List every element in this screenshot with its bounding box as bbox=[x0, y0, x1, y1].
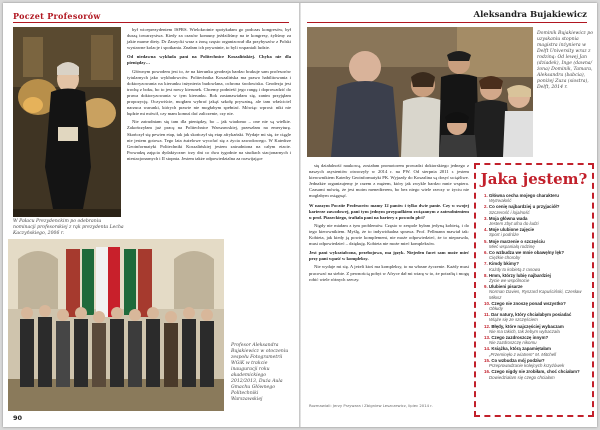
question-text: Czego nigdy nie zrobiłam, choć chciałam? bbox=[491, 369, 580, 375]
answer-text: Obłudy bbox=[489, 306, 503, 312]
photo-family-delft bbox=[307, 27, 533, 157]
answer-text: Dowiedziałam się czego chciałam bbox=[489, 374, 555, 380]
question-text: Moja główna wada bbox=[488, 215, 528, 221]
question-text: Ulubieni pisarze bbox=[488, 284, 523, 290]
caption-inauguration-group: Profesor Aleksandra Bujakiewicz w otoczeniu zespołu Fotogrametrii WGiK w trakcie inauguracji roku akademickiego 2012/2013, Duża Aula Gmachu Głównego Politechniki Warszawskiej bbox=[231, 343, 289, 402]
questionnaire-item bbox=[484, 335, 590, 345]
left-text-column bbox=[127, 27, 291, 164]
interview-credit: Rozmawiali: Jerzy Przywara i Zbigniew Leszczewicz, lipiec 2014 r. bbox=[309, 403, 433, 408]
question-text: Moje marzenie o szczęściu bbox=[488, 238, 545, 244]
section-title: Poczet Profesorów bbox=[13, 11, 101, 21]
answer-text: Szczerość i lojalność bbox=[489, 209, 530, 215]
question-number: 3. bbox=[484, 215, 488, 221]
caption-presidential-palace: W Pałacu Prezydenckim po odebraniu nominacji profesorskiej z rąk prezydenta Lecha Kaczyńskiego, 2006 r. bbox=[13, 219, 124, 236]
left-page bbox=[3, 3, 299, 427]
question-number: 4. bbox=[484, 227, 488, 233]
interview-question: Jest pani wykształcona, przebojowa, ma język. Niejeden facet sam może mieć przy pani wpaść w kompleksy. bbox=[309, 250, 469, 262]
paragraph: Nigdy nie miałam z tym problemów. Często w zespole byłam jedyną kobietą, i do tego kierownikiem. Myślę, że to indywidualna sprawa. Prof. Fellmann mawiał tak: Kobieta, jak kiedy ją powie komplement, nie może odpowiedzieć, że to nieprawda, musi odpowiedzieć – dziękuję. Kobieta nie może mieć kompleksów. bbox=[309, 222, 469, 247]
questionnaire-title: Jaka jestem? bbox=[480, 170, 588, 188]
question-number: 11. bbox=[484, 312, 490, 318]
answer-text: Nie ma takich, tak żebym wybaczała bbox=[489, 328, 560, 334]
question-text: Książka, którą zapamiętałam bbox=[491, 346, 551, 352]
question-text: Co wzbudza we mnie obawę/ny lęk? bbox=[488, 250, 565, 256]
section-divider bbox=[13, 22, 289, 23]
questionnaire-item bbox=[484, 204, 590, 214]
photo-inauguration-group-image bbox=[8, 239, 224, 411]
question-number: 2. bbox=[484, 204, 488, 210]
magazine-spread bbox=[3, 3, 597, 427]
question-number: 15. bbox=[484, 357, 491, 363]
question-text: Dar natury, który chciałabym posiadać bbox=[491, 312, 572, 318]
questionnaire-item bbox=[484, 324, 590, 334]
question-number: 10. bbox=[484, 300, 491, 306]
caption-family-delft: Dominik Bujakiewicz po uzyskaniu stopnia magistra inżyniera w Delft University wraz z rodziną: Od lewej Jan (dziadek), Inge (dawna/żona) Dominik, Tamara, Aleksandra (babcia), poniżej Zuza (siostra), Delft, 2014 r. bbox=[537, 31, 593, 90]
question-text: Co cenię najbardziej u przyjaciół? bbox=[488, 204, 560, 210]
answer-text: Sport i podróże bbox=[489, 232, 519, 238]
answer-text: Jestem zbyt ufna do ludzi bbox=[489, 221, 539, 227]
paragraph: się działalność naukową, zostałam promotorem prowadzi doktorskiego jednego z naszych asystentów otworzyły w 2014 r. na PW. Od sierpnia 2011 r. jestem kierownikiem Katedry Geoinformatyki PK. Wyjazdy do Koszalina są dosyć uciążliwe. Jednakże organizujemy je razem z mężem, który jak zwykle bardzo mnie wspiera. Czasami mówię, że jest moim menedżerem, bo bez niego wiele rzeczy w życiu nie mogłabym osiągnąć. bbox=[309, 163, 469, 199]
paragraph: Głównym powodem jest to, że na kierunku geodezja bardzo brakuje sam profesorów tytularnych jako wykładowców. Politechnika Koszalińska ma prawo habilitowania i doktoryzowania na kierunku inżynieria budowlana, ochrona środowiska. Geodezja jest trochę z boku, bo to jest nowy kierunek. Chcemy podnieść jego rangę i doprowadzić do prawa doktoryzowania w tym kierunku. Rok zastanawiałam się, zanim przyjęłam propozycję. Oczywiście, mogłam wybrać jakąś szkołę prywatną, ale tam właściciel narzuca warunki, których prawie nie mogłabym spełniać. Mówiąc wprost: nikt nie będzie mi mówił, czy mam komuś dać zaliczenie, czy nie. bbox=[127, 68, 291, 117]
page-number: 90 bbox=[13, 414, 23, 422]
question-number: 1. bbox=[484, 193, 488, 198]
questionnaire-item bbox=[484, 301, 590, 311]
question-number: 8. bbox=[484, 272, 488, 278]
right-text-column bbox=[309, 163, 469, 285]
questionnaire-item bbox=[484, 358, 590, 368]
interview-question: W naszym Pocztie Profesorów mamy 12 panów i tylko dwie panie. Czy w swojej karierze zawodowej, pani tym jednym przypadkiem związanym z zatrudnieniem u prof. Piaseckiego, trafiała pani na bariery z powodu płci? bbox=[309, 202, 469, 220]
answer-text: Ciężkie choroby bbox=[489, 255, 521, 261]
question-number: 9. bbox=[484, 284, 488, 290]
answer-text: Każdy to kobietą z rasowa bbox=[489, 266, 541, 272]
author-name: Aleksandra Bujakiewicz bbox=[473, 10, 587, 20]
question-text: Główna cecha mojego charakteru bbox=[488, 193, 559, 198]
answer-text: Mieć wspaniałą rodzinę bbox=[489, 243, 535, 249]
question-number: 13. bbox=[484, 335, 491, 341]
questionnaire-item bbox=[484, 346, 590, 356]
header-divider bbox=[307, 22, 587, 23]
questionnaire-box bbox=[474, 163, 594, 417]
answer-text: Wytrwałość bbox=[489, 198, 512, 204]
question-number: 7. bbox=[484, 261, 488, 267]
questionnaire-item bbox=[484, 250, 590, 260]
answer-text: Nie zazdroszczę nikomu bbox=[489, 340, 537, 346]
question-text: Czego nie znoszę ponad wszystko? bbox=[491, 300, 566, 306]
questionnaire-list bbox=[484, 193, 590, 381]
questionnaire-item bbox=[484, 369, 590, 379]
paragraph: był wiceprezydentem ISPRS. Wielokrotnie spotykałam go podczas kongresów, był duszą towarzystwa. Kiedy za czasów komuny jeździliśmy na te kongresy, żyliśmy za jakie marne diety. Dr Zarzycki wraz z żoną często organizował dla przybyszów z Polski wystawne kolacje i spotkania. Znałam ich prywatnie, to byli wspaniali ludzie. bbox=[127, 27, 291, 51]
photo-inauguration-group bbox=[8, 239, 224, 411]
right-page bbox=[301, 3, 597, 427]
photo-presidential-palace bbox=[13, 27, 121, 217]
interview-question: Od niedawna wykłada pani na Politechnice Koszalińskiej. Chyba nie dla pieniędzy… bbox=[127, 54, 291, 66]
answer-text: „Przeminęło z wiatrem” M. Mitchell bbox=[489, 351, 557, 357]
answer-text: Przeprowadzanie kolejnych krzyżówek bbox=[489, 363, 565, 369]
question-number: 6. bbox=[484, 250, 488, 256]
questionnaire-item bbox=[484, 284, 590, 300]
photo-family-delft-image bbox=[307, 27, 533, 157]
question-text: Kimdy bkimy? bbox=[488, 261, 519, 267]
questionnaire-item bbox=[484, 261, 590, 271]
answer-text: Życie we wspólnocie bbox=[489, 278, 530, 284]
paragraph: Nie zatrudniam się tam dla pieniędzy, bo – jak wiadomo – one nie są wielkie. Zakończyłam już pracę na Politechnice Warszawskiej, przeszłam na emeryturę. Skończył się pewien etap, tak jak skończył się etap afrykański. Wydaje mi się, że ciągle nie jestem gotowa. Tego lata żużelowe wycofać się z życia zawodowego. W Katedrze Geoinformatyki Politechniki Koszalińskiej jestem zatrudniona na całym etacie. Prowadzę zajęcia dydaktyczne: trzy dni co dwa tygodnie na studiach stacjonarnych i niestacjonarnych i II stopnia. Jestem także odpowiedzialna za rozwijające bbox=[127, 119, 291, 161]
question-number: 5. bbox=[484, 238, 488, 244]
questionnaire-item bbox=[484, 193, 590, 203]
questionnaire-item bbox=[484, 312, 590, 322]
question-number: 14. bbox=[484, 346, 491, 352]
question-number: 12. bbox=[484, 323, 491, 329]
question-text: Hmm, którzy lubię najbardziej bbox=[488, 272, 551, 278]
question-text: Błędy, które najczęściej wybaczam bbox=[491, 323, 564, 329]
answer-text: Norman Davies, Ryszard Kapuściński, Czesław Miłosz bbox=[489, 289, 582, 300]
questionnaire-item bbox=[484, 227, 590, 237]
question-text: Czego zazdroszczę innym? bbox=[491, 335, 549, 341]
photo-presidential-palace-image bbox=[13, 27, 121, 217]
question-text: Moje ulubione zajęcie bbox=[488, 227, 535, 233]
question-text: Co wzbudza mój podziw? bbox=[491, 357, 545, 363]
questionnaire-item bbox=[484, 216, 590, 226]
question-number: 16. bbox=[484, 369, 491, 375]
paragraph: Nie wydaje mi się. A jeżeli ktoś ma kompleksy, to na własne życzenie. Każdy musi pracować na siebie. Z pewnością pobyt w Afryce dał mi wiarę w to, że potrafię i mogę robić wiele różnych rzeczy. bbox=[309, 264, 469, 282]
questionnaire-item bbox=[484, 239, 590, 249]
questionnaire-item bbox=[484, 273, 590, 283]
answer-text: Wiąże się ze szczęściem bbox=[489, 317, 538, 323]
